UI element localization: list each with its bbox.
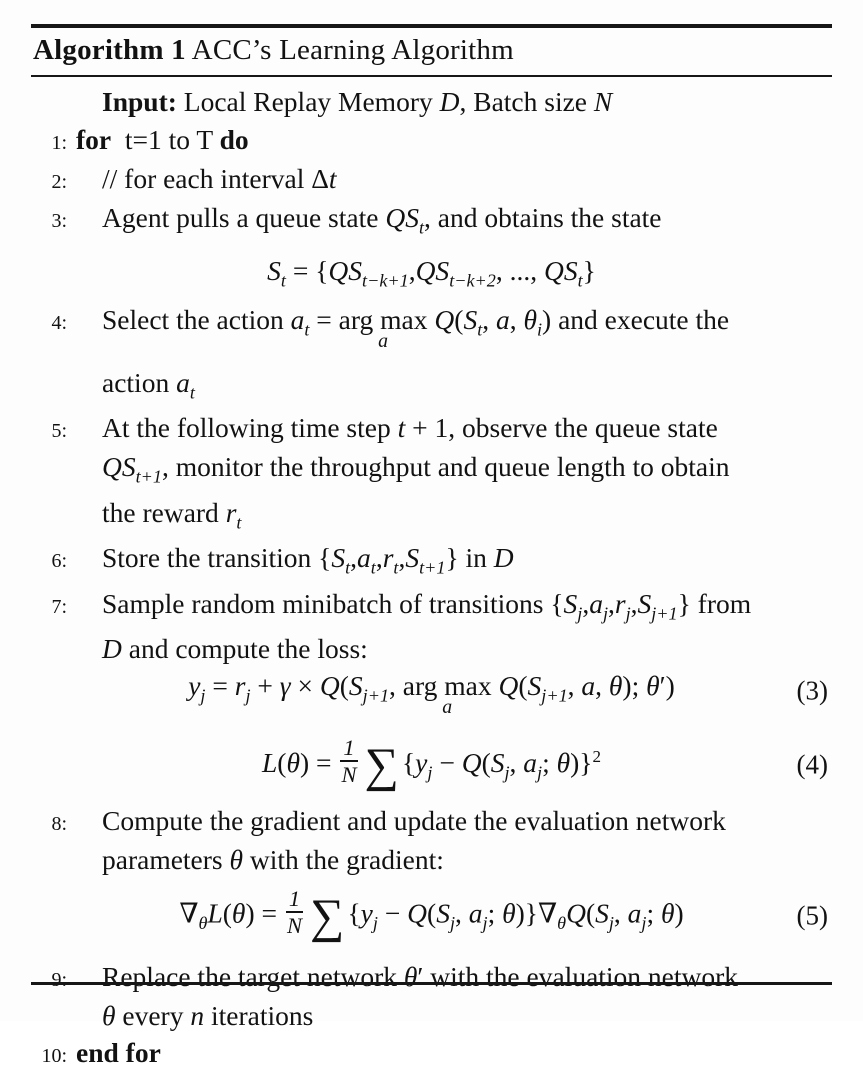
fraction: $\frac{1}{N}$ xyxy=(286,885,303,938)
math-token: t xyxy=(189,382,195,402)
math-token: + xyxy=(250,670,280,701)
math-token: y xyxy=(360,897,373,929)
math-token: At the following time step xyxy=(102,412,398,443)
math-token: θ xyxy=(198,912,208,933)
math-token: a xyxy=(290,304,305,335)
math-token: a xyxy=(468,897,483,929)
math-token: θ xyxy=(660,897,675,929)
line-10 xyxy=(31,1035,832,1074)
math-token: ( xyxy=(222,897,232,929)
math-token: t=1 to T xyxy=(111,124,220,155)
math-token: ; xyxy=(646,897,661,929)
math-token: do xyxy=(219,124,249,155)
math-token: , Batch size xyxy=(459,86,594,117)
math-token: j xyxy=(504,762,510,783)
line-content xyxy=(102,365,195,411)
math-token: S xyxy=(348,670,363,701)
math-token: QS xyxy=(328,254,363,286)
math-token: j xyxy=(625,603,631,623)
line-content xyxy=(102,631,368,666)
line-7 xyxy=(31,586,832,632)
math-token: n xyxy=(190,1000,205,1032)
line-content xyxy=(76,122,249,157)
line-number: 6: xyxy=(51,550,67,572)
math-token: , xyxy=(595,670,609,701)
math-token: t xyxy=(236,512,242,532)
math-token: j xyxy=(200,685,206,706)
math-token: θ xyxy=(229,843,244,875)
math-token: t+1 xyxy=(419,557,446,578)
math-token: S xyxy=(637,587,652,619)
equation-number: (4) xyxy=(796,749,828,780)
math-token: parameters xyxy=(102,843,230,875)
line-5-cont-1 xyxy=(31,449,832,495)
math-token: , xyxy=(509,304,524,335)
math-token: ( xyxy=(339,670,349,701)
line-content xyxy=(102,302,730,352)
fraction: $\frac{1}{N}$ xyxy=(341,735,357,788)
line-content xyxy=(179,885,684,943)
line-content xyxy=(188,668,675,718)
math-token: t xyxy=(280,270,286,290)
state-equation xyxy=(31,253,832,299)
math-token: Q xyxy=(407,897,428,929)
line-content xyxy=(102,842,444,877)
math-token: θ xyxy=(403,961,418,993)
math-token: j xyxy=(608,912,614,933)
math-token: N xyxy=(593,86,613,117)
math-token: for xyxy=(76,124,112,155)
math-token: } in xyxy=(445,542,494,573)
math-token: // for each interval Δ xyxy=(102,163,329,194)
math-token: ( xyxy=(454,304,464,335)
math-token: , monitor the throughput and queue length to obtain xyxy=(161,451,730,482)
math-token: j xyxy=(449,912,456,933)
math-token: S xyxy=(490,746,505,778)
line-content xyxy=(102,540,514,586)
math-token: 2 xyxy=(592,746,601,766)
math-token: γ xyxy=(279,670,291,701)
line-content xyxy=(102,161,337,196)
math-token: Input: xyxy=(102,86,177,117)
math-token: θ xyxy=(286,746,300,778)
line-number: 7: xyxy=(51,595,67,618)
line-4-cont xyxy=(31,365,832,411)
math-token: the reward xyxy=(102,496,226,528)
math-token: Compute the gradient and update the evaluation network xyxy=(102,804,726,836)
sum-symbol: ∑ xyxy=(310,889,345,943)
line-5-cont-2 xyxy=(31,495,832,541)
math-token: { xyxy=(347,897,361,929)
math-token: t xyxy=(477,319,483,340)
line-number: 3: xyxy=(51,210,67,232)
equation-4 xyxy=(31,735,832,793)
algorithm-title xyxy=(31,28,832,75)
line-3 xyxy=(31,200,832,246)
math-token: L xyxy=(207,897,223,929)
math-token: and compute the loss: xyxy=(121,633,368,664)
line-2 xyxy=(31,161,832,200)
algorithm-name: ACC’s Learning Algorithm xyxy=(185,34,514,66)
math-token: t+1 xyxy=(135,466,162,487)
line-content xyxy=(102,449,729,495)
math-token: t−k+1 xyxy=(362,270,409,290)
math-token: × xyxy=(290,670,320,701)
math-token: r xyxy=(234,670,246,701)
math-token: a xyxy=(176,366,190,398)
line-content xyxy=(102,84,612,119)
math-token: L xyxy=(261,746,278,778)
math-token: θ xyxy=(523,304,537,335)
line-4 xyxy=(31,302,832,352)
math-token: D xyxy=(493,542,514,573)
math-token: − xyxy=(377,897,408,929)
math-token: iterations xyxy=(204,1000,314,1032)
input-line xyxy=(31,84,832,119)
math-token: ; xyxy=(487,897,503,929)
math-token: ; xyxy=(542,746,557,778)
line-8 xyxy=(31,803,832,842)
equation-number: (5) xyxy=(796,900,828,931)
math-token: Q xyxy=(434,304,455,335)
line-number: 8: xyxy=(51,812,67,835)
math-token: ) and execute the xyxy=(542,304,730,335)
math-token: , xyxy=(398,542,406,573)
math-token: , xyxy=(608,587,615,619)
math-token: ( xyxy=(518,670,528,701)
line-content xyxy=(102,586,751,632)
math-token: S xyxy=(527,670,542,701)
line-content xyxy=(102,998,313,1033)
math-token: { xyxy=(401,746,416,778)
math-token: θ xyxy=(608,670,623,701)
math-token: j xyxy=(427,762,433,783)
math-token: t xyxy=(304,319,310,340)
line-content xyxy=(267,253,596,299)
bottom-rule xyxy=(31,982,832,985)
math-token: , xyxy=(482,304,496,335)
math-token: = xyxy=(205,670,235,701)
math-token: t xyxy=(397,412,406,443)
math-token: action xyxy=(102,366,177,398)
argmax-understack: arg max a xyxy=(402,670,492,718)
math-token: t xyxy=(418,217,424,238)
math-token: t xyxy=(370,557,376,578)
equation-5 xyxy=(31,885,832,943)
math-token: D xyxy=(102,633,122,664)
line-number: 10: xyxy=(41,1045,67,1068)
math-token: , xyxy=(567,670,582,701)
math-token: , xyxy=(630,587,638,619)
math-token: j xyxy=(482,912,488,933)
math-token: Replace the target network xyxy=(102,961,404,993)
equation-number: (3) xyxy=(796,675,828,706)
line-9-cont xyxy=(31,998,832,1033)
math-token: y xyxy=(188,670,201,701)
algorithm-body xyxy=(31,77,832,1074)
math-token: S xyxy=(405,542,420,573)
math-token: QS xyxy=(385,202,419,233)
math-token: j xyxy=(641,912,647,933)
math-token: , xyxy=(350,542,358,573)
math-token: Agent pulls a queue state xyxy=(102,202,386,233)
math-token: a xyxy=(581,670,596,701)
line-6 xyxy=(31,540,832,586)
math-token: a xyxy=(523,746,538,778)
math-token: , xyxy=(408,254,416,286)
math-token: S xyxy=(595,897,609,929)
math-token: ( xyxy=(277,746,287,778)
math-token: S xyxy=(331,542,346,573)
math-token: t−k+2 xyxy=(449,270,496,290)
math-token: θ xyxy=(646,670,660,701)
math-token: Q xyxy=(319,670,340,701)
math-token: S xyxy=(463,304,478,335)
math-token: QS xyxy=(543,254,578,286)
equation-3 xyxy=(31,668,832,718)
line-number: 9: xyxy=(51,969,67,992)
math-token: j+1 xyxy=(362,685,390,706)
math-token: y xyxy=(415,746,428,778)
line-content xyxy=(261,735,601,793)
math-token: ) = xyxy=(245,897,284,929)
math-token: Local Replay Memory xyxy=(176,86,440,117)
math-token: } from xyxy=(677,587,752,619)
math-token: S xyxy=(563,587,578,619)
math-token: j xyxy=(602,603,608,623)
math-token: Q xyxy=(498,670,519,701)
math-token: every xyxy=(115,1000,191,1032)
argmax-understack: arg max a xyxy=(338,304,428,352)
math-token: )} xyxy=(570,746,593,778)
math-token: r xyxy=(225,496,237,528)
line-content xyxy=(76,1035,161,1070)
math-token: j xyxy=(372,912,378,933)
math-token: ( xyxy=(585,897,596,929)
algorithm-label: Algorithm 1 xyxy=(33,34,186,66)
math-token: QS xyxy=(415,254,450,286)
math-token: Store the transition { xyxy=(102,542,332,573)
math-token: a xyxy=(589,587,603,619)
math-token: + 1, observe the queue state xyxy=(405,412,718,443)
math-token: θ xyxy=(231,897,246,929)
math-token: t xyxy=(328,163,337,194)
line-content xyxy=(102,410,718,445)
math-token: Q xyxy=(461,746,482,778)
math-token: a xyxy=(627,897,642,929)
math-token: ) = xyxy=(299,746,339,778)
math-token: ( xyxy=(427,897,437,929)
math-token: θ xyxy=(502,897,516,929)
math-token: ( xyxy=(481,746,491,778)
line-number: 2: xyxy=(51,171,67,193)
math-token: } xyxy=(582,254,596,286)
line-5 xyxy=(31,410,832,449)
math-token: i xyxy=(537,319,543,340)
math-token: ′ with the evaluation network xyxy=(417,961,739,993)
line-7-cont xyxy=(31,631,832,666)
math-token: , xyxy=(375,542,383,573)
line-number: 4: xyxy=(51,312,67,334)
math-token: t xyxy=(393,557,399,578)
math-token: − xyxy=(432,746,462,778)
line-content xyxy=(102,200,662,246)
math-token: t xyxy=(577,270,583,290)
math-token: θ xyxy=(556,746,571,778)
math-token: end for xyxy=(76,1037,161,1069)
math-token: r xyxy=(382,542,394,573)
math-token: r xyxy=(614,587,626,619)
math-token: Select the action xyxy=(102,304,291,335)
math-token: = xyxy=(309,304,339,335)
math-token: j xyxy=(245,685,251,706)
math-token: j xyxy=(577,603,583,623)
math-token: ∇ xyxy=(179,897,199,929)
math-token: a xyxy=(495,304,510,335)
math-token: S xyxy=(267,254,281,286)
math-token: D xyxy=(439,86,460,117)
math-token: with the gradient: xyxy=(243,843,444,875)
line-content xyxy=(102,803,726,838)
math-token: a xyxy=(357,542,371,573)
line-1 xyxy=(31,122,832,161)
math-token: , and obtains the state xyxy=(424,202,662,233)
line-9 xyxy=(31,959,832,998)
sum-symbol: ∑ xyxy=(364,739,399,793)
math-token: j xyxy=(537,762,543,783)
math-token: )}∇ xyxy=(515,897,558,929)
line-content xyxy=(102,495,241,541)
line-number: 5: xyxy=(51,420,67,442)
math-token: ) xyxy=(674,897,684,929)
math-token: , xyxy=(389,670,403,701)
math-token: , xyxy=(613,897,628,929)
line-content xyxy=(102,959,738,994)
math-token: , xyxy=(509,746,524,778)
math-token: θ xyxy=(557,912,567,933)
math-token: j+1 xyxy=(541,685,568,706)
math-token: ′) xyxy=(659,670,675,701)
math-token: θ xyxy=(102,1000,116,1032)
line-8-cont xyxy=(31,842,832,877)
math-token: , xyxy=(582,587,590,619)
math-token: , ..., xyxy=(495,254,544,286)
math-token: , xyxy=(455,897,469,929)
math-token: ); xyxy=(622,670,647,701)
line-number: 1: xyxy=(51,132,67,154)
math-token: Sample random minibatch of transitions { xyxy=(102,587,564,619)
math-token: = { xyxy=(285,254,329,286)
math-token: j+1 xyxy=(651,603,678,623)
math-token: S xyxy=(436,897,450,929)
math-token: t xyxy=(345,557,351,578)
math-token: QS xyxy=(102,451,136,482)
math-token: Q xyxy=(566,897,586,929)
